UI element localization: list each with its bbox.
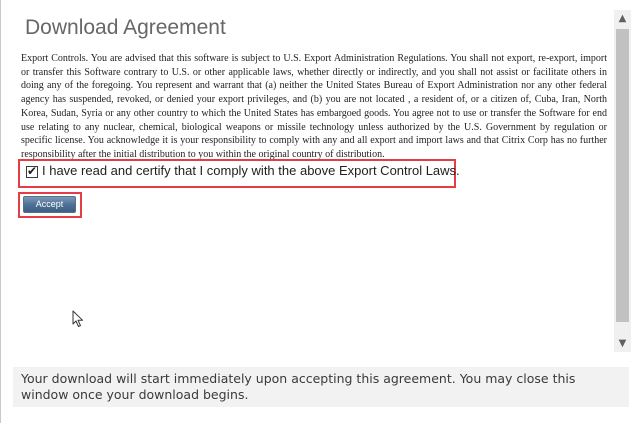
agreement-content-pane xyxy=(13,10,613,352)
scrollbar-thumb[interactable] xyxy=(616,29,629,322)
accept-button[interactable]: Accept xyxy=(23,196,76,213)
vertical-scrollbar[interactable] xyxy=(614,10,631,352)
certify-label[interactable]: I have read and certify that I comply with the above Export Control Laws. xyxy=(42,163,460,178)
mouse-pointer-icon xyxy=(72,310,84,328)
chevron-up-icon[interactable]: ▲ xyxy=(618,13,627,24)
download-notice-text: Your download will start immediately upon accepting this agreement. You may close this window once your download begins. xyxy=(21,371,576,402)
page-title: Download Agreement xyxy=(25,16,226,39)
certify-checkbox[interactable] xyxy=(26,166,38,178)
download-notice-footer xyxy=(13,367,629,407)
export-controls-text: Export Controls. You are advised that this software is subject to U.S. Export Administration Regulations. You shall not export, re-export, import or transfer this Software contrary to U.S. or other applicable laws, whether directly or indirectly, and you shall not assist or facilitate others in doing any of the foregoing. You represent and warrant that (a) neither the United States Bureau of Export Administration nor any other federal agency has suspended, revoked, or denied your export privileges, and (b) you are not located , a resident of, or a citizen of, Cuba, Iran, North Korea, Sudan, Syria or any other country to which the United States has embargoed goods. You agree not to use or transfer the Software for end use relating to any nuclear, chemical, biological weapons or missile technology unless authorized by the U.S. Government by regulation or specific license. You acknowledge it is your responsibility to comply with any and all export and import laws and that Citrix Corp has no further responsibility after the initial distribution to you within the original country of distribution. xyxy=(21,53,607,160)
chevron-down-icon[interactable]: ▼ xyxy=(618,338,627,349)
checkmark-icon: ✔ xyxy=(27,164,38,178)
